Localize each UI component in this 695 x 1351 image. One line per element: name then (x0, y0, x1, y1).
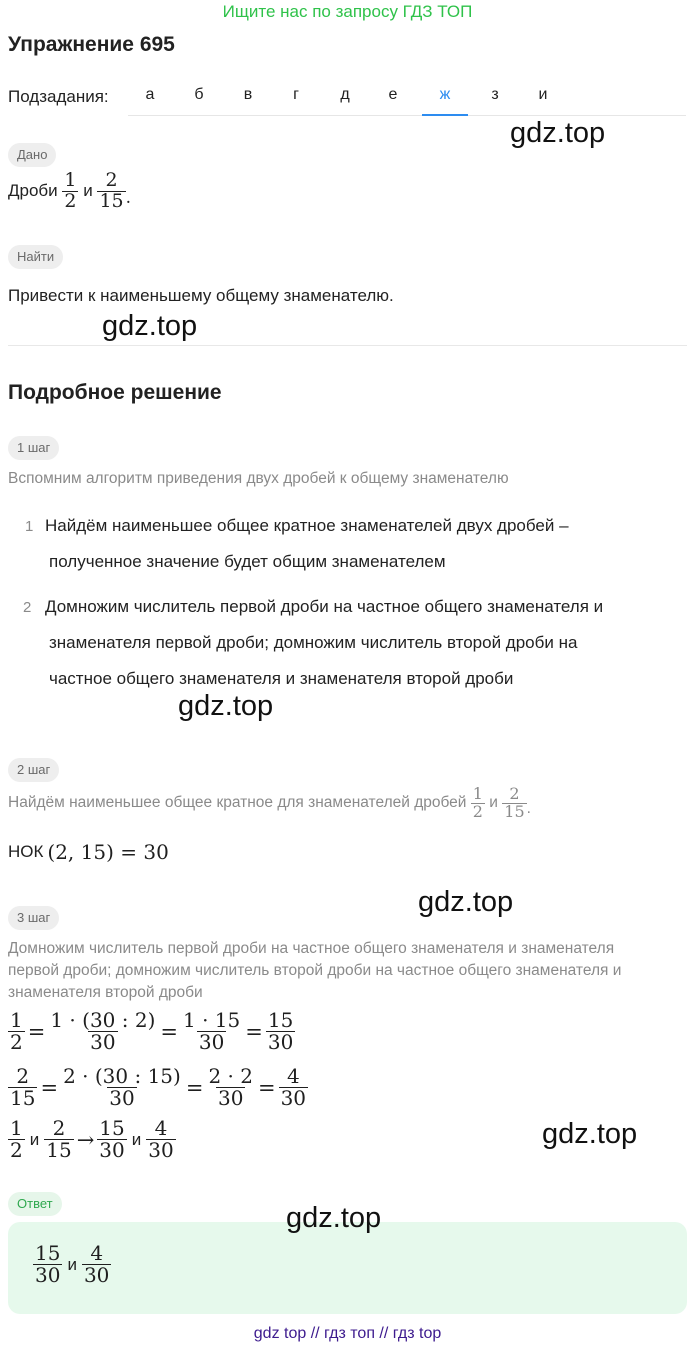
denominator: 2 (472, 801, 483, 821)
watermark: gdz.top (102, 310, 198, 342)
eq1-middle-fraction (48, 1010, 157, 1053)
step3-text-line2: первой дроби; домножим числитель второй дроби на частное общего знаменателя и (8, 962, 622, 979)
eq2-middle-fraction (61, 1066, 183, 1109)
divider (8, 345, 687, 346)
watermark: gdz.top (286, 1202, 382, 1234)
numerator: 4 (90, 1241, 104, 1265)
denominator: 15 (99, 189, 124, 212)
numerator: 1 · (30 : 2) (50, 1008, 156, 1032)
fraction-a (62, 171, 78, 212)
denominator: 15 (10, 1086, 36, 1110)
answer-content (33, 1243, 111, 1286)
tab-e[interactable]: е (388, 86, 398, 103)
arrow-icon: → (76, 1127, 95, 1152)
nok-line (8, 840, 169, 864)
numerator: 2 (52, 1116, 66, 1140)
given-badge: Дано (8, 143, 56, 167)
given-prefix: Дроби (8, 181, 58, 201)
numerator: 1 (10, 1116, 23, 1140)
subtasks-tabs (128, 78, 686, 116)
numerator: 2 · (30 : 15) (63, 1064, 181, 1088)
numerator: 15 (35, 1241, 61, 1265)
conj: и (83, 181, 93, 201)
page-title: Упражнение 695 (8, 33, 175, 56)
denominator: 2 (10, 1138, 23, 1162)
tab-b[interactable]: б (194, 86, 204, 103)
denominator: 30 (35, 1263, 61, 1287)
nok-label: НОК (8, 842, 44, 861)
step2-badge: 2 шаг (8, 758, 59, 782)
tab-zh[interactable]: ж (422, 86, 468, 116)
fraction-b (8, 1066, 37, 1109)
result-line (8, 1118, 176, 1161)
eq1-final-fraction (266, 1010, 295, 1053)
result-fraction-b (146, 1118, 175, 1161)
find-text: Привести к наименьшему общему знаменателю. (8, 286, 394, 305)
numerator: 2 · 2 (208, 1064, 253, 1088)
list-item-1-line2: полученное значение будет общим знаменателем (49, 552, 446, 571)
fraction-a (8, 1118, 25, 1161)
denominator: 30 (99, 1138, 125, 1162)
fraction-b (44, 1118, 73, 1161)
find-badge: Найти (8, 245, 63, 269)
footer-links[interactable]: gdz top // гдз топ // гдз top (253, 1325, 442, 1342)
search-banner[interactable]: Ищите нас по запросу ГДЗ ТОП (222, 2, 473, 21)
step2-intro: Найдём наименьшее общее кратное для знаменателей дробей $\frac{1}{2}$ и $\frac{2}{15}$ . (8, 784, 531, 821)
list-number: 1 (25, 518, 34, 535)
denominator: 30 (148, 1138, 174, 1162)
fraction-b (502, 786, 526, 821)
fraction-a (8, 1010, 25, 1053)
numerator: 4 (154, 1116, 168, 1140)
watermark: gdz.top (178, 690, 274, 722)
list-item-2-line1: Домножим числитель первой дроби на частное общего знаменателя и (45, 597, 604, 616)
result-fraction-a (97, 1118, 126, 1161)
equation-1: $\frac{1}{2}$ = $\frac{1 \cdot (30 : 2)}{30}$ = $\frac{1 \cdot 15}{30}$ = $\frac{15}{30}$ (10, 1008, 294, 1054)
numerator: 1 (472, 784, 483, 803)
step3-text-line3: знаменателя второй дроби (8, 984, 203, 1001)
tab-g[interactable]: г (293, 86, 299, 103)
answer-fraction-b (82, 1243, 111, 1286)
list-item-2-line2: знаменателя первой дроби; домножим числитель второй дроби на (49, 633, 578, 652)
conj: и (489, 794, 498, 812)
denominator: 30 (198, 1030, 225, 1054)
watermark: gdz.top (510, 117, 606, 149)
numerator: 2 (16, 1064, 30, 1088)
denominator: 2 (64, 189, 77, 212)
step1-badge: 1 шаг (8, 436, 59, 460)
denominator: 30 (280, 1086, 307, 1110)
conj: и (29, 1129, 40, 1149)
answer-badge: Ответ (8, 1192, 62, 1216)
step3-text-line1: Домножим числитель первой дроби на частное общего знаменателя и знаменателя (8, 940, 615, 957)
numerator: 1 (64, 169, 77, 191)
numerator: 2 (105, 169, 118, 191)
denominator: 15 (46, 1138, 72, 1162)
step3-badge: 3 шаг (8, 906, 59, 930)
list-item-2-line3: частное общего знаменателя и знаменателя второй дроби (49, 669, 514, 688)
watermark: gdz.top (542, 1118, 638, 1150)
answer-fraction-a (33, 1243, 62, 1286)
denominator: 30 (90, 1030, 116, 1054)
tab-a[interactable]: а (145, 86, 155, 103)
fraction-a (471, 786, 485, 821)
eq2-result-fraction (206, 1066, 255, 1109)
list-number: 2 (23, 599, 32, 616)
denominator: 30 (109, 1086, 135, 1110)
denominator: 30 (83, 1263, 110, 1287)
conj: и (67, 1254, 77, 1274)
given-text: Дроби $\frac{1}{2}$ и $\frac{2}{15}$ . (8, 169, 132, 212)
numerator: 1 (10, 1008, 23, 1032)
tab-i[interactable]: и (538, 86, 548, 103)
conj: и (131, 1129, 142, 1149)
tab-d[interactable]: д (340, 86, 350, 103)
numerator: 1 · 15 (182, 1008, 241, 1032)
numerator: 15 (99, 1116, 125, 1140)
tab-z[interactable]: з (491, 86, 499, 103)
equation-2: $\frac{2}{15}$ = $\frac{2 \cdot (30 : 15)}{30}$ = $\frac{2 \cdot 2}{30}$ = $\frac{4}{30}$ (10, 1064, 307, 1110)
numerator: 2 (509, 784, 520, 803)
denominator: 2 (10, 1030, 23, 1054)
step2-intro-text: Найдём наименьшее общее кратное для знаменателей дробей (8, 794, 467, 812)
denominator: 30 (217, 1086, 244, 1110)
denominator: 15 (504, 801, 525, 821)
denominator: 30 (267, 1030, 294, 1054)
eq2-final-fraction (279, 1066, 308, 1109)
watermark: gdz.top (418, 886, 514, 918)
numerator: 4 (286, 1064, 300, 1088)
solution-heading: Подробное решение (8, 381, 222, 404)
subtasks-label: Подзадания: (8, 87, 109, 106)
eq1-result-fraction (181, 1010, 242, 1053)
numerator: 15 (267, 1008, 294, 1032)
fraction-b (97, 171, 125, 212)
list-item-1-line1: Найдём наименьшее общее кратное знаменателей двух дробей – (45, 516, 569, 535)
tab-v[interactable]: в (243, 86, 253, 103)
step1-intro: Вспомним алгоритм приведения двух дробей к общему знаменателю (8, 470, 509, 487)
nok-expression: (2, 15) = 30 (47, 840, 169, 864)
